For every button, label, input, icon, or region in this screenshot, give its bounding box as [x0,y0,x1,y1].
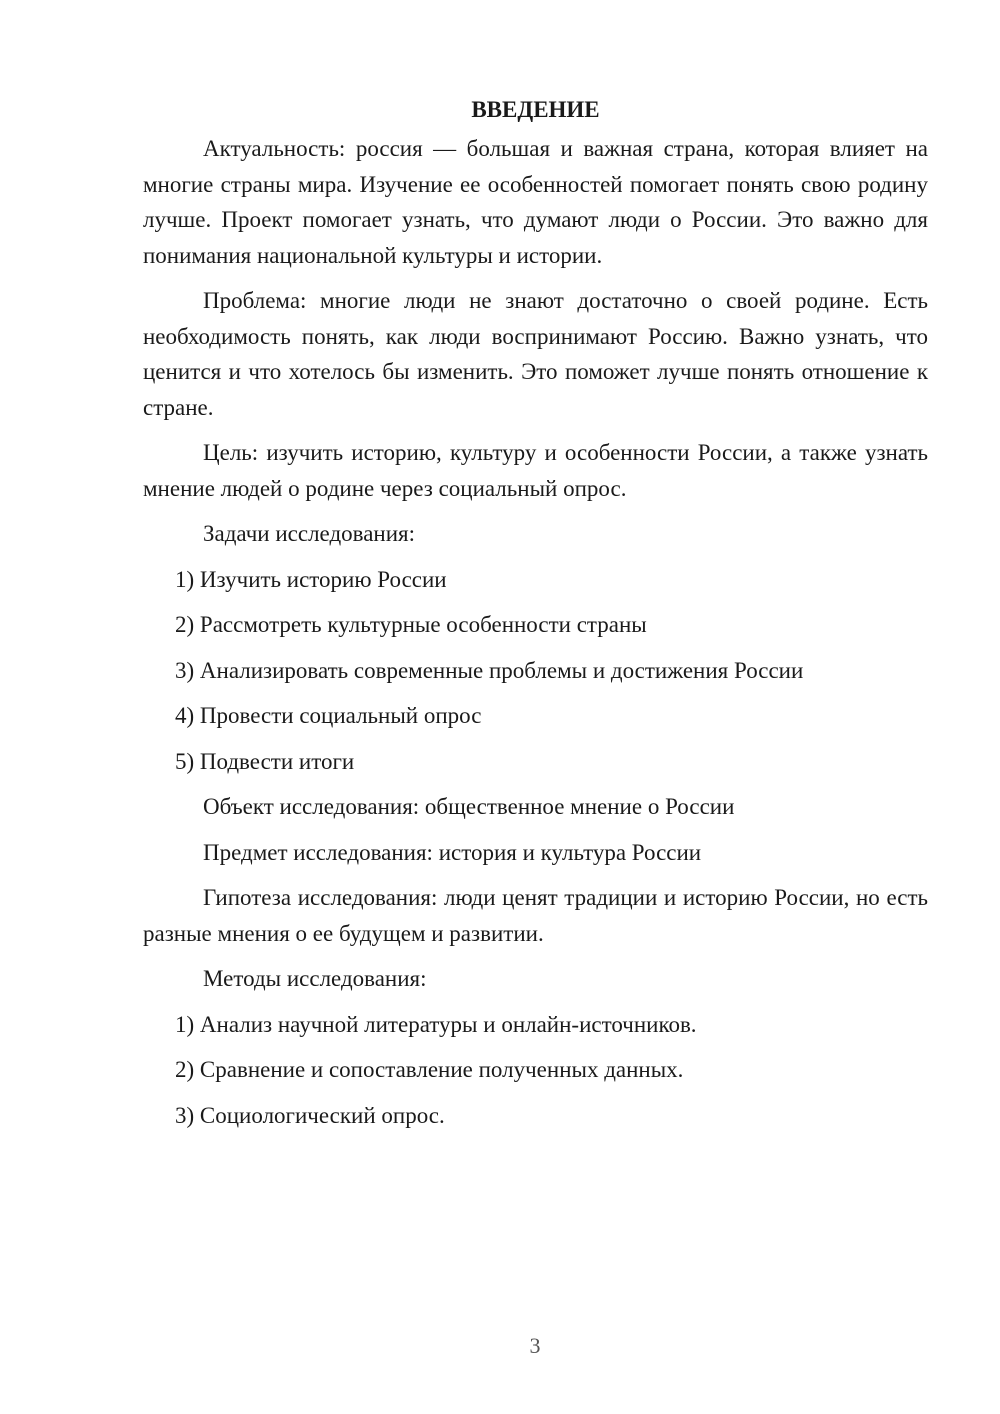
list-item: 1) Изучить историю России [175,566,447,592]
list-item: 4) Провести социальный опрос [175,703,482,728]
problem-paragraph: Проблема: многие люди не знают достаточно о своей родине. Есть необходимость понять, как люди воспринимают Россию. Важно узнать, что ценится и что хотелось бы изменить. Это поможет лучше понять отношение к стране. [143,288,928,420]
subject-paragraph: Предмет исследования: история и культура России [203,839,702,865]
page-content [143,95,928,1143]
relevance-paragraph: Актуальность: россия — большая и важная страна, которая влияет на многие страны мира. Изучение ее особенностей помогает понять свою родину лучше. Проект помогает узнать, что думают люди о России. Это важно для понимания национальной культуры и истории. [143,136,928,268]
object-paragraph: Объект исследования: общественное мнение о России [203,794,735,819]
list-item: 3) Социологический опрос. [175,1102,445,1128]
goal-paragraph: Цель: изучить историю, культуру и особенности России, а также узнать мнение людей о родине через социальный опрос. [143,440,928,501]
list-item: 2) Рассмотреть культурные особенности страны [175,612,647,637]
methods-heading: Методы исследования: [203,966,427,991]
tasks-heading: Задачи исследования: [203,521,416,546]
list-item: 2) Сравнение и сопоставление полученных данных. [175,1057,684,1082]
list-item: 3) Анализировать современные проблемы и достижения России [175,657,804,683]
methods-list [143,1007,928,1134]
section-heading: ВВЕДЕНИЕ [471,97,600,122]
hypothesis-paragraph: Гипотеза исследования: люди ценят традиции и историю России, но есть разные мнения о ее будущем и развитии. [143,885,928,946]
list-item: 5) Подвести итоги [175,748,355,774]
page-number: 3 [529,1333,541,1358]
tasks-list [143,562,928,780]
list-item: 1) Анализ научной литературы и онлайн-источников. [175,1011,697,1037]
